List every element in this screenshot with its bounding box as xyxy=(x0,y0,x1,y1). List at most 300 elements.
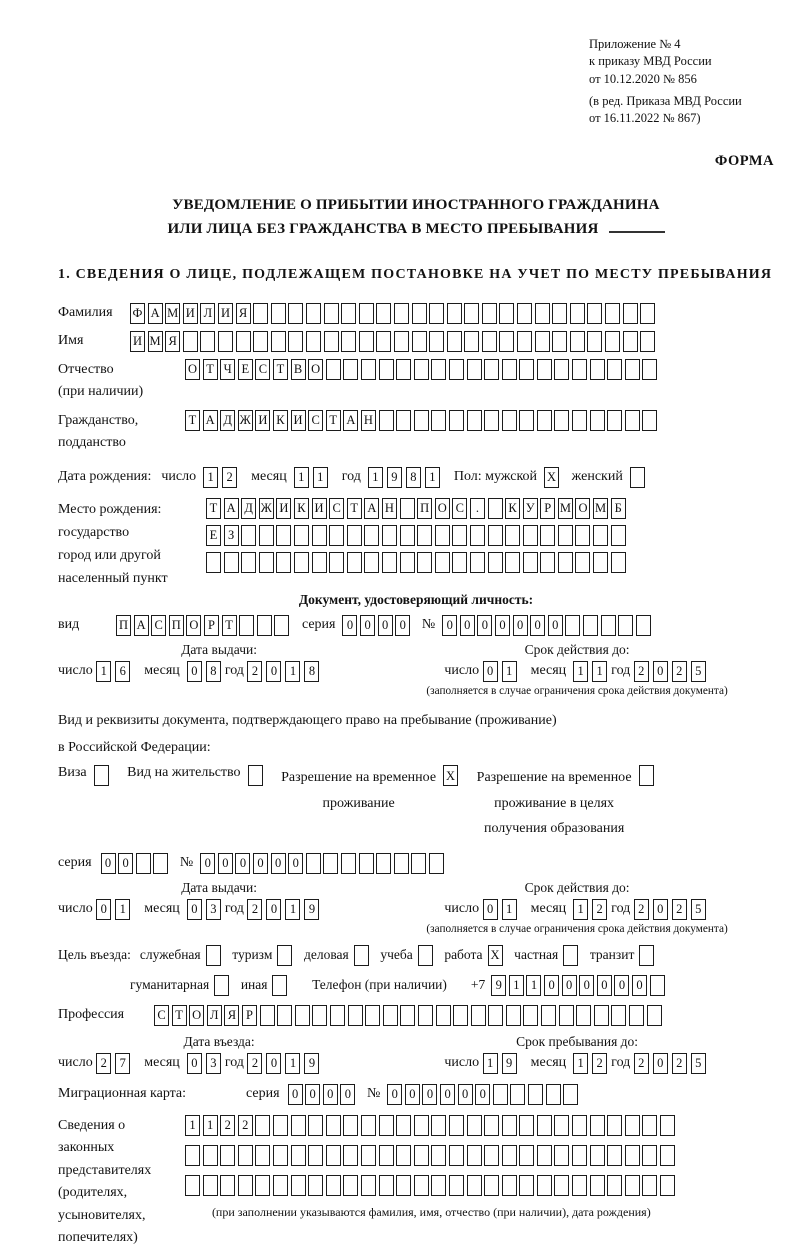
char-cell[interactable] xyxy=(273,1175,288,1196)
char-cell[interactable] xyxy=(575,552,590,573)
char-cell[interactable] xyxy=(276,552,291,573)
char-cell[interactable]: Е xyxy=(206,525,221,546)
char-cell[interactable]: Ж xyxy=(259,498,274,519)
char-cell[interactable] xyxy=(324,303,339,324)
char-cell[interactable] xyxy=(361,359,376,380)
char-cell[interactable] xyxy=(510,1084,525,1105)
char-cell[interactable] xyxy=(396,1115,411,1136)
char-cell[interactable]: 1 xyxy=(573,1053,588,1074)
char-cell[interactable] xyxy=(276,525,291,546)
char-cell[interactable] xyxy=(220,1175,235,1196)
char-cell[interactable]: А xyxy=(343,410,358,431)
char-cell[interactable]: А xyxy=(364,498,379,519)
char-cell[interactable] xyxy=(523,1005,538,1026)
char-cell[interactable]: 0 xyxy=(288,853,303,874)
char-cell[interactable]: 1 xyxy=(285,1053,300,1074)
char-cell[interactable]: 0 xyxy=(360,615,375,636)
char-cell[interactable]: Н xyxy=(361,410,376,431)
char-cell[interactable] xyxy=(417,525,432,546)
char-cell[interactable] xyxy=(436,1005,451,1026)
char-cell[interactable] xyxy=(326,359,341,380)
char-cell[interactable] xyxy=(590,1175,605,1196)
char-cell[interactable]: 0 xyxy=(118,853,133,874)
char-cell[interactable] xyxy=(288,303,303,324)
char-cell[interactable] xyxy=(623,303,638,324)
char-cell[interactable]: У xyxy=(523,498,538,519)
char-cell[interactable] xyxy=(312,552,327,573)
char-cell[interactable] xyxy=(467,359,482,380)
char-cell[interactable]: 1 xyxy=(573,661,588,682)
char-cell[interactable]: Н xyxy=(382,498,397,519)
char-cell[interactable]: К xyxy=(273,410,288,431)
char-cell[interactable] xyxy=(618,615,633,636)
char-cell[interactable] xyxy=(431,1115,446,1136)
char-cell[interactable] xyxy=(449,1175,464,1196)
char-cell[interactable] xyxy=(625,410,640,431)
char-cell[interactable] xyxy=(414,410,429,431)
char-cell[interactable]: 1 xyxy=(285,661,300,682)
char-cell[interactable]: 7 xyxy=(115,1053,130,1074)
char-cell[interactable] xyxy=(347,525,362,546)
char-cell[interactable] xyxy=(660,1175,675,1196)
char-cell[interactable]: 3 xyxy=(206,1053,221,1074)
char-cell[interactable]: П xyxy=(169,615,184,636)
char-cell[interactable] xyxy=(361,1115,376,1136)
char-cell[interactable] xyxy=(484,410,499,431)
char-cell[interactable]: 0 xyxy=(266,899,281,920)
char-cell[interactable] xyxy=(400,498,415,519)
char-cell[interactable] xyxy=(563,1084,578,1105)
char-cell[interactable] xyxy=(660,1145,675,1166)
char-cell[interactable] xyxy=(396,1175,411,1196)
char-cell[interactable] xyxy=(554,1145,569,1166)
char-cell[interactable]: 9 xyxy=(491,975,506,996)
char-cell[interactable]: Ж xyxy=(238,410,253,431)
char-cell[interactable]: 1 xyxy=(285,899,300,920)
char-cell[interactable] xyxy=(559,1005,574,1026)
char-cell[interactable] xyxy=(308,1175,323,1196)
char-cell[interactable] xyxy=(220,1145,235,1166)
char-cell[interactable]: 9 xyxy=(387,467,402,488)
char-cell[interactable] xyxy=(343,1115,358,1136)
char-cell[interactable]: 9 xyxy=(304,1053,319,1074)
char-cell[interactable]: Ч xyxy=(220,359,235,380)
char-cell[interactable] xyxy=(394,853,409,874)
char-cell[interactable] xyxy=(185,1145,200,1166)
char-cell[interactable]: С xyxy=(154,1005,169,1026)
char-cell[interactable]: З xyxy=(224,525,239,546)
char-cell[interactable] xyxy=(519,359,534,380)
char-cell[interactable] xyxy=(359,331,374,352)
char-cell[interactable]: 1 xyxy=(368,467,383,488)
char-cell[interactable]: 0 xyxy=(579,975,594,996)
char-cell[interactable]: 0 xyxy=(271,853,286,874)
char-cell[interactable] xyxy=(482,303,497,324)
char-cell[interactable] xyxy=(640,331,655,352)
char-cell[interactable] xyxy=(294,525,309,546)
char-cell[interactable] xyxy=(488,525,503,546)
char-cell[interactable] xyxy=(255,1115,270,1136)
char-cell[interactable] xyxy=(379,359,394,380)
char-cell[interactable] xyxy=(464,331,479,352)
char-cell[interactable] xyxy=(449,359,464,380)
char-cell[interactable]: Т xyxy=(273,359,288,380)
char-cell[interactable]: Ф xyxy=(130,303,145,324)
char-cell[interactable] xyxy=(396,359,411,380)
char-cell[interactable] xyxy=(185,1175,200,1196)
char-cell[interactable] xyxy=(348,1005,363,1026)
char-cell[interactable] xyxy=(554,1115,569,1136)
char-cell[interactable] xyxy=(379,1175,394,1196)
char-cell[interactable] xyxy=(429,303,444,324)
char-cell[interactable] xyxy=(241,525,256,546)
char-cell[interactable]: 0 xyxy=(440,1084,455,1105)
char-cell[interactable]: 0 xyxy=(422,1084,437,1105)
char-cell[interactable] xyxy=(273,1115,288,1136)
char-cell[interactable] xyxy=(414,359,429,380)
char-cell[interactable]: 1 xyxy=(425,467,440,488)
char-cell[interactable] xyxy=(447,331,462,352)
char-cell[interactable] xyxy=(343,359,358,380)
char-cell[interactable] xyxy=(650,975,665,996)
char-cell[interactable] xyxy=(488,498,503,519)
char-cell[interactable] xyxy=(400,552,415,573)
char-cell[interactable] xyxy=(379,1145,394,1166)
char-cell[interactable]: 0 xyxy=(96,899,111,920)
char-cell[interactable] xyxy=(414,1115,429,1136)
char-cell[interactable] xyxy=(364,525,379,546)
char-cell[interactable] xyxy=(519,1145,534,1166)
char-cell[interactable]: И xyxy=(183,303,198,324)
char-cell[interactable]: 0 xyxy=(395,615,410,636)
char-cell[interactable]: 2 xyxy=(672,661,687,682)
char-cell[interactable] xyxy=(570,331,585,352)
char-cell[interactable]: 0 xyxy=(597,975,612,996)
char-cell[interactable] xyxy=(412,303,427,324)
char-cell[interactable] xyxy=(343,1145,358,1166)
char-cell[interactable]: 0 xyxy=(340,1084,355,1105)
char-cell[interactable] xyxy=(572,410,587,431)
char-cell[interactable] xyxy=(583,615,598,636)
char-cell[interactable]: 0 xyxy=(614,975,629,996)
char-cell[interactable] xyxy=(558,552,573,573)
char-cell[interactable] xyxy=(394,303,409,324)
char-cell[interactable]: Л xyxy=(207,1005,222,1026)
char-cell[interactable] xyxy=(200,331,215,352)
char-cell[interactable]: С xyxy=(329,498,344,519)
char-cell[interactable]: 0 xyxy=(653,661,668,682)
char-cell[interactable] xyxy=(587,303,602,324)
char-cell[interactable]: Е xyxy=(238,359,253,380)
char-cell[interactable] xyxy=(238,1175,253,1196)
char-cell[interactable] xyxy=(218,331,233,352)
char-cell[interactable] xyxy=(467,410,482,431)
char-cell[interactable]: 0 xyxy=(305,1084,320,1105)
char-cell[interactable] xyxy=(394,331,409,352)
char-cell[interactable] xyxy=(502,410,517,431)
char-cell[interactable]: 0 xyxy=(342,615,357,636)
char-cell[interactable] xyxy=(379,1115,394,1136)
char-cell[interactable] xyxy=(271,303,286,324)
char-cell[interactable]: Т xyxy=(172,1005,187,1026)
char-cell[interactable]: О xyxy=(186,615,201,636)
char-cell[interactable]: 2 xyxy=(672,1053,687,1074)
char-cell[interactable]: 1 xyxy=(573,899,588,920)
char-cell[interactable]: И xyxy=(312,498,327,519)
char-cell[interactable] xyxy=(452,552,467,573)
char-cell[interactable] xyxy=(607,1115,622,1136)
char-cell[interactable] xyxy=(471,1005,486,1026)
char-cell[interactable] xyxy=(347,552,362,573)
char-cell[interactable] xyxy=(354,945,369,966)
char-cell[interactable] xyxy=(449,410,464,431)
char-cell[interactable]: В xyxy=(291,359,306,380)
char-cell[interactable]: 0 xyxy=(288,1084,303,1105)
char-cell[interactable]: Т xyxy=(185,410,200,431)
char-cell[interactable]: Т xyxy=(203,359,218,380)
char-cell[interactable] xyxy=(629,1005,644,1026)
char-cell[interactable] xyxy=(341,853,356,874)
char-cell[interactable] xyxy=(554,359,569,380)
char-cell[interactable] xyxy=(590,359,605,380)
char-cell[interactable] xyxy=(253,331,268,352)
char-cell[interactable]: Д xyxy=(220,410,235,431)
char-cell[interactable]: 2 xyxy=(247,899,262,920)
char-cell[interactable]: И xyxy=(291,410,306,431)
char-cell[interactable] xyxy=(607,410,622,431)
char-cell[interactable]: И xyxy=(130,331,145,352)
char-cell[interactable] xyxy=(259,525,274,546)
char-cell[interactable] xyxy=(636,615,651,636)
char-cell[interactable]: А xyxy=(203,410,218,431)
char-cell[interactable] xyxy=(558,525,573,546)
char-cell[interactable] xyxy=(611,552,626,573)
char-cell[interactable] xyxy=(537,410,552,431)
char-cell[interactable] xyxy=(308,1115,323,1136)
char-cell[interactable] xyxy=(206,552,221,573)
char-cell[interactable] xyxy=(359,303,374,324)
char-cell[interactable] xyxy=(435,552,450,573)
char-cell[interactable] xyxy=(238,1145,253,1166)
char-cell[interactable]: К xyxy=(294,498,309,519)
char-cell[interactable] xyxy=(467,1145,482,1166)
char-cell[interactable] xyxy=(519,1115,534,1136)
char-cell[interactable]: 0 xyxy=(483,661,498,682)
char-cell[interactable] xyxy=(575,525,590,546)
char-cell[interactable]: Т xyxy=(347,498,362,519)
char-cell[interactable] xyxy=(502,359,517,380)
char-cell[interactable]: С xyxy=(255,359,270,380)
char-cell[interactable] xyxy=(537,1115,552,1136)
char-cell[interactable]: . xyxy=(470,498,485,519)
char-cell[interactable]: Т xyxy=(206,498,221,519)
char-cell[interactable]: О xyxy=(189,1005,204,1026)
char-cell[interactable] xyxy=(206,945,221,966)
char-cell[interactable] xyxy=(502,1145,517,1166)
char-cell[interactable]: 0 xyxy=(632,975,647,996)
char-cell[interactable] xyxy=(484,1175,499,1196)
char-cell[interactable] xyxy=(552,331,567,352)
char-cell[interactable] xyxy=(642,1115,657,1136)
char-cell[interactable]: 0 xyxy=(460,615,475,636)
char-cell[interactable] xyxy=(502,1175,517,1196)
char-cell[interactable] xyxy=(447,303,462,324)
char-cell[interactable] xyxy=(647,1005,662,1026)
char-cell[interactable]: 0 xyxy=(253,853,268,874)
char-cell[interactable] xyxy=(248,765,263,786)
char-cell[interactable]: 1 xyxy=(313,467,328,488)
char-cell[interactable] xyxy=(376,853,391,874)
char-cell[interactable]: 2 xyxy=(592,899,607,920)
char-cell[interactable] xyxy=(203,1145,218,1166)
char-cell[interactable]: Т xyxy=(222,615,237,636)
char-cell[interactable]: 0 xyxy=(653,899,668,920)
char-cell[interactable]: 0 xyxy=(187,1053,202,1074)
char-cell[interactable] xyxy=(484,1145,499,1166)
char-cell[interactable]: 1 xyxy=(115,899,130,920)
char-cell[interactable]: 1 xyxy=(96,661,111,682)
char-cell[interactable] xyxy=(484,359,499,380)
char-cell[interactable] xyxy=(274,615,289,636)
char-cell[interactable] xyxy=(523,552,538,573)
char-cell[interactable] xyxy=(376,303,391,324)
char-cell[interactable] xyxy=(505,552,520,573)
char-cell[interactable]: 1 xyxy=(502,661,517,682)
char-cell[interactable]: И xyxy=(276,498,291,519)
char-cell[interactable] xyxy=(482,331,497,352)
char-cell[interactable] xyxy=(594,1005,609,1026)
char-cell[interactable]: 0 xyxy=(378,615,393,636)
char-cell[interactable]: 0 xyxy=(405,1084,420,1105)
char-cell[interactable]: А xyxy=(148,303,163,324)
char-cell[interactable] xyxy=(364,552,379,573)
char-cell[interactable] xyxy=(253,303,268,324)
char-cell[interactable] xyxy=(505,525,520,546)
char-cell[interactable] xyxy=(493,1084,508,1105)
char-cell[interactable] xyxy=(418,945,433,966)
char-cell[interactable] xyxy=(546,1084,561,1105)
char-cell[interactable] xyxy=(611,525,626,546)
char-cell[interactable]: 0 xyxy=(266,661,281,682)
char-cell[interactable]: Л xyxy=(200,303,215,324)
char-cell[interactable] xyxy=(94,765,109,786)
char-cell[interactable] xyxy=(431,359,446,380)
char-cell[interactable] xyxy=(277,945,292,966)
char-cell[interactable] xyxy=(417,552,432,573)
char-cell[interactable] xyxy=(330,1005,345,1026)
char-cell[interactable] xyxy=(540,525,555,546)
char-cell[interactable] xyxy=(499,303,514,324)
char-cell[interactable]: X xyxy=(544,467,559,488)
char-cell[interactable]: 5 xyxy=(691,661,706,682)
char-cell[interactable] xyxy=(288,331,303,352)
char-cell[interactable] xyxy=(470,552,485,573)
char-cell[interactable]: О xyxy=(308,359,323,380)
char-cell[interactable]: 8 xyxy=(406,467,421,488)
char-cell[interactable] xyxy=(502,1115,517,1136)
char-cell[interactable] xyxy=(183,331,198,352)
char-cell[interactable]: И xyxy=(218,303,233,324)
char-cell[interactable]: М xyxy=(148,331,163,352)
char-cell[interactable] xyxy=(326,1145,341,1166)
char-cell[interactable]: Р xyxy=(242,1005,257,1026)
char-cell[interactable] xyxy=(323,853,338,874)
char-cell[interactable] xyxy=(537,1175,552,1196)
char-cell[interactable]: 0 xyxy=(387,1084,402,1105)
char-cell[interactable] xyxy=(587,331,602,352)
char-cell[interactable] xyxy=(326,1175,341,1196)
char-cell[interactable] xyxy=(639,765,654,786)
char-cell[interactable] xyxy=(308,1145,323,1166)
char-cell[interactable]: С xyxy=(452,498,467,519)
char-cell[interactable] xyxy=(291,1145,306,1166)
char-cell[interactable] xyxy=(306,331,321,352)
char-cell[interactable] xyxy=(554,410,569,431)
char-cell[interactable] xyxy=(552,303,567,324)
char-cell[interactable] xyxy=(273,1145,288,1166)
char-cell[interactable] xyxy=(488,1005,503,1026)
char-cell[interactable]: 6 xyxy=(115,661,130,682)
char-cell[interactable] xyxy=(590,1115,605,1136)
char-cell[interactable] xyxy=(572,1175,587,1196)
char-cell[interactable]: 0 xyxy=(530,615,545,636)
char-cell[interactable]: 2 xyxy=(634,899,649,920)
char-cell[interactable] xyxy=(272,975,287,996)
char-cell[interactable] xyxy=(630,467,645,488)
char-cell[interactable] xyxy=(605,303,620,324)
char-cell[interactable]: 0 xyxy=(483,899,498,920)
char-cell[interactable] xyxy=(488,552,503,573)
char-cell[interactable] xyxy=(343,1175,358,1196)
char-cell[interactable]: Я xyxy=(236,303,251,324)
char-cell[interactable] xyxy=(379,410,394,431)
char-cell[interactable]: 2 xyxy=(220,1115,235,1136)
char-cell[interactable]: 1 xyxy=(502,899,517,920)
char-cell[interactable] xyxy=(429,331,444,352)
char-cell[interactable] xyxy=(535,331,550,352)
char-cell[interactable] xyxy=(467,1175,482,1196)
char-cell[interactable]: К xyxy=(505,498,520,519)
char-cell[interactable] xyxy=(464,303,479,324)
char-cell[interactable] xyxy=(259,552,274,573)
char-cell[interactable] xyxy=(565,615,580,636)
char-cell[interactable] xyxy=(255,1145,270,1166)
char-cell[interactable] xyxy=(294,552,309,573)
char-cell[interactable] xyxy=(623,331,638,352)
char-cell[interactable] xyxy=(537,1145,552,1166)
char-cell[interactable] xyxy=(214,975,229,996)
char-cell[interactable] xyxy=(382,552,397,573)
char-cell[interactable] xyxy=(306,853,321,874)
char-cell[interactable]: С xyxy=(151,615,166,636)
char-cell[interactable]: X xyxy=(488,945,503,966)
char-cell[interactable]: 1 xyxy=(203,467,218,488)
char-cell[interactable]: 0 xyxy=(323,1084,338,1105)
char-cell[interactable] xyxy=(418,1005,433,1026)
char-cell[interactable] xyxy=(506,1005,521,1026)
char-cell[interactable] xyxy=(396,410,411,431)
char-cell[interactable] xyxy=(291,1175,306,1196)
char-cell[interactable]: X xyxy=(443,765,458,786)
char-cell[interactable] xyxy=(519,410,534,431)
char-cell[interactable] xyxy=(563,945,578,966)
char-cell[interactable]: 2 xyxy=(634,661,649,682)
char-cell[interactable]: О xyxy=(435,498,450,519)
char-cell[interactable]: М xyxy=(558,498,573,519)
char-cell[interactable]: 8 xyxy=(206,661,221,682)
char-cell[interactable]: 0 xyxy=(218,853,233,874)
char-cell[interactable]: 0 xyxy=(266,1053,281,1074)
